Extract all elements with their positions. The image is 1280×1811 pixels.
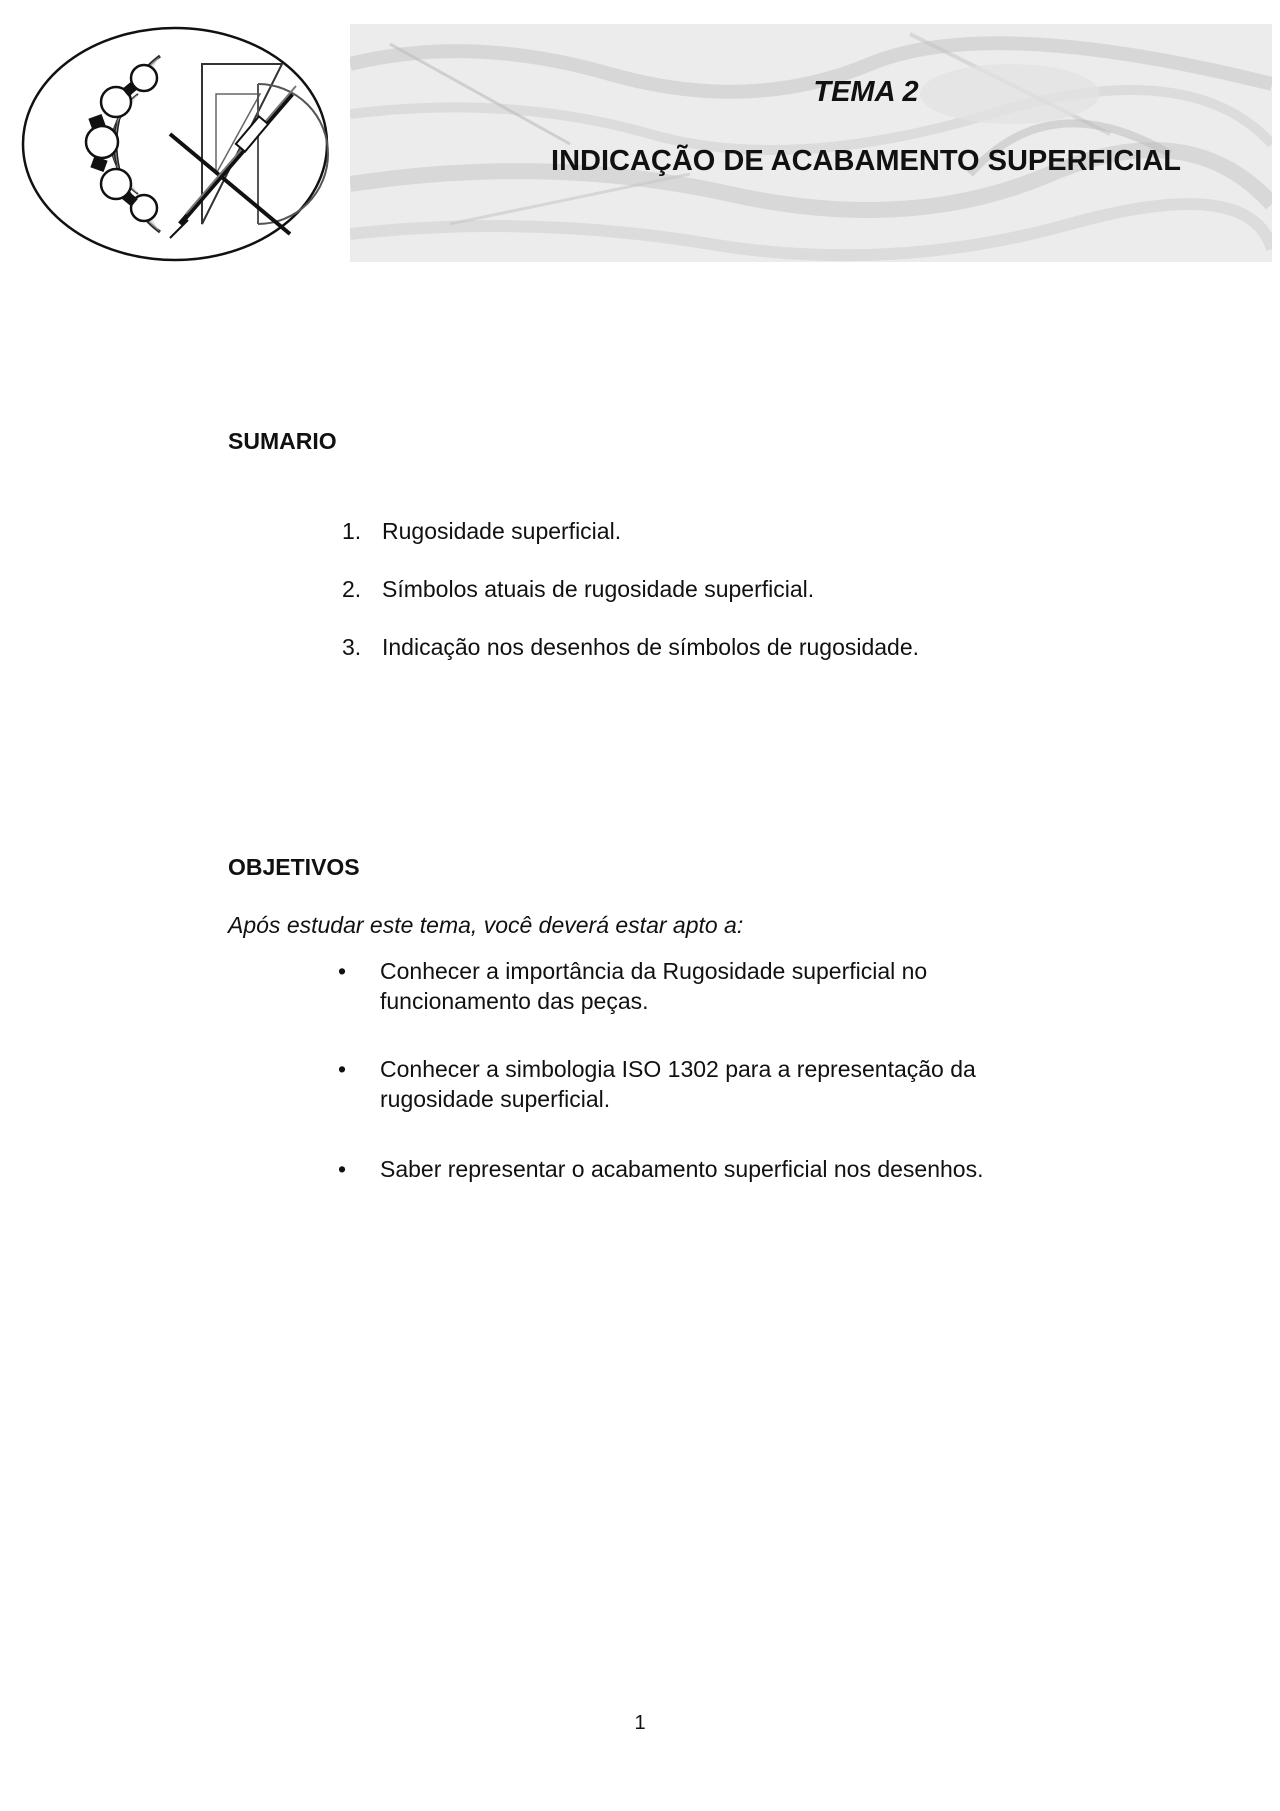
bearing-drafting-tools-icon (20, 24, 336, 264)
theme-label: TEMA 2 (813, 76, 919, 108)
bullet-icon: • (338, 1156, 347, 1182)
objective-item (338, 956, 1100, 1016)
summary-item-text: Indicação nos desenhos de símbolos de rugosidade. (382, 634, 920, 660)
page-title: INDICAÇÃO DE ACABAMENTO SUPERFICIAL (551, 145, 1181, 177)
page-number: 1 (634, 1712, 646, 1734)
summary-item-number: 3. (342, 634, 362, 660)
objective-text-line: rugosidade superficial. (380, 1086, 611, 1112)
summary-item (342, 576, 814, 603)
bullet-icon: • (338, 958, 347, 984)
objective-text-line: Conhecer a simbologia ISO 1302 para a representação da (380, 1056, 976, 1082)
title-banner (350, 24, 1272, 262)
objective-item (338, 1054, 1100, 1114)
objective-text-line: Conhecer a importância da Rugosidade superficial no (380, 958, 928, 984)
summary-heading: SUMARIO (228, 428, 337, 454)
objectives-heading: OBJETIVOS (228, 854, 360, 880)
summary-item (342, 518, 621, 545)
summary-item-number: 2. (342, 576, 362, 602)
objective-item (338, 1154, 1100, 1184)
summary-item-text: Rugosidade superficial. (382, 518, 622, 544)
summary-item (342, 634, 919, 661)
objectives-intro: Após estudar este tema, você deverá estar apto a: (228, 912, 744, 938)
summary-item-text: Símbolos atuais de rugosidade superficial. (382, 576, 815, 602)
objective-text-line: funcionamento das peças. (380, 988, 649, 1014)
objective-text-line: Saber representar o acabamento superficial nos desenhos. (380, 1156, 984, 1182)
summary-item-number: 1. (342, 518, 362, 544)
bullet-icon: • (338, 1056, 347, 1082)
